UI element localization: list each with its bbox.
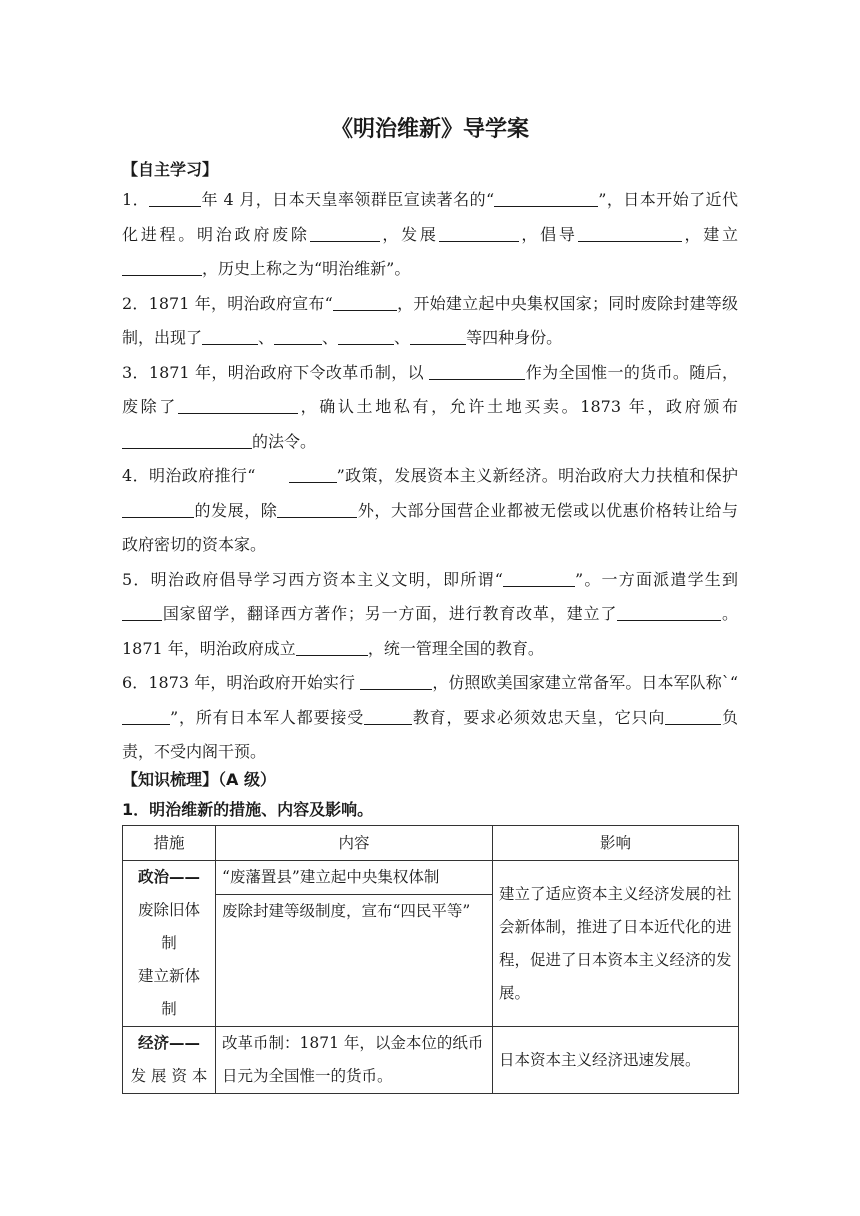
impact-cell: 建立了适应资本主义经济发展的社会新体制，推进了日本近代化的进程，促进了日本资本主义经济的发展。 (493, 861, 739, 1027)
question-2: 2．1871 年，明治政府宣布“ ，开始建立起中央集权国家；同时废除封建等级制，出现了 、 、 、 等四种身份。 (122, 293, 738, 347)
answer-blank[interactable] (439, 225, 519, 242)
measure-economy: 经济—— 发 展 资 本 (123, 1027, 216, 1094)
answer-blank[interactable] (122, 501, 194, 518)
answer-blank[interactable] (122, 259, 202, 276)
question-3: 3．1871 年，明治政府下令改革币制，以 作为全国惟一的货币。随后，废除了 ，确认土地私有，允许土地买卖。1873 年，政府颁布的法令。 (122, 362, 738, 451)
answer-blank[interactable] (503, 570, 575, 587)
answer-blank[interactable] (296, 639, 368, 656)
answer-blank[interactable] (410, 328, 466, 345)
question-1: 1． 年 4 月，日本天皇率领群臣宣读著名的“ ”，日本开始了近代化进程。明治政府废除 ，发展 ，倡导 ，建立，历史上称之为“明治维新”。 (122, 190, 738, 278)
answer-blank[interactable] (338, 328, 394, 345)
content-cell: 废除封建等级制度，宣布“四民平等” (216, 895, 493, 1027)
question-6: 6．1873 年，明治政府开始实行 ，仿照欧美国家建立常备军。日本军队称`“”，所有日本军人都要接受 教育，要求必须效忠天皇，它只向 负责，不受内阁干预。 (122, 673, 738, 761)
impact-cell: 日本资本主义经济迅速发展。 (493, 1027, 739, 1094)
table-row (123, 861, 739, 895)
answer-blank[interactable] (617, 604, 721, 621)
answer-blank[interactable] (122, 708, 170, 725)
answer-blank[interactable] (333, 294, 397, 311)
table-row (123, 1027, 739, 1094)
answer-blank[interactable] (149, 190, 201, 207)
header-measure: 措施 (123, 826, 216, 861)
answer-blank[interactable] (289, 466, 337, 483)
section-heading-self-study: 【自主学习】 (122, 160, 219, 179)
header-impact: 影响 (493, 826, 739, 861)
self-study-questions (122, 183, 738, 770)
content-cell: 改革币制：1871 年，以金本位的纸币日元为全国惟一的货币。 (216, 1027, 493, 1094)
answer-blank[interactable] (429, 363, 525, 380)
content-cell: “废藩置县”建立起中央集权体制 (216, 861, 493, 895)
question-5: 5．明治政府倡导学习西方资本主义文明，即所谓“ ”。一方面派遣学生到国家留学，翻译西方著作；另一方面，进行教育改革，建立了 。1871 年，明治政府成立 ，统一管理全国的教育。 (122, 569, 739, 658)
answer-blank[interactable] (360, 673, 432, 690)
answer-blank[interactable] (202, 328, 258, 345)
table-header-row (123, 826, 739, 861)
answer-blank[interactable] (274, 328, 322, 345)
answer-blank[interactable] (122, 432, 252, 449)
answer-blank[interactable] (364, 708, 412, 725)
answer-blank[interactable] (494, 190, 598, 207)
measure-politics: 政治—— 废除旧体 制 建立新体 制 (123, 861, 216, 1027)
answer-blank[interactable] (277, 501, 357, 518)
measures-table (122, 825, 739, 1094)
answer-blank[interactable] (178, 397, 298, 414)
section-heading-knowledge: 【知识梳理】（A 级） (122, 770, 276, 789)
answer-blank[interactable] (122, 604, 162, 621)
answer-blank[interactable] (310, 225, 380, 242)
header-content: 内容 (216, 826, 493, 861)
question-4: 4．明治政府推行“ ”政策，发展资本主义新经济。明治政府大力扶植和保护的发展，除 外，大部分国营企业都被无偿或以优惠价格转让给与政府密切的资本家。 (122, 466, 738, 554)
answer-blank[interactable] (665, 708, 721, 725)
answer-blank[interactable] (578, 225, 682, 242)
page-title: 《明治维新》导学案 (330, 117, 529, 142)
table-title: 1．明治维新的措施、内容及影响。 (122, 800, 374, 819)
